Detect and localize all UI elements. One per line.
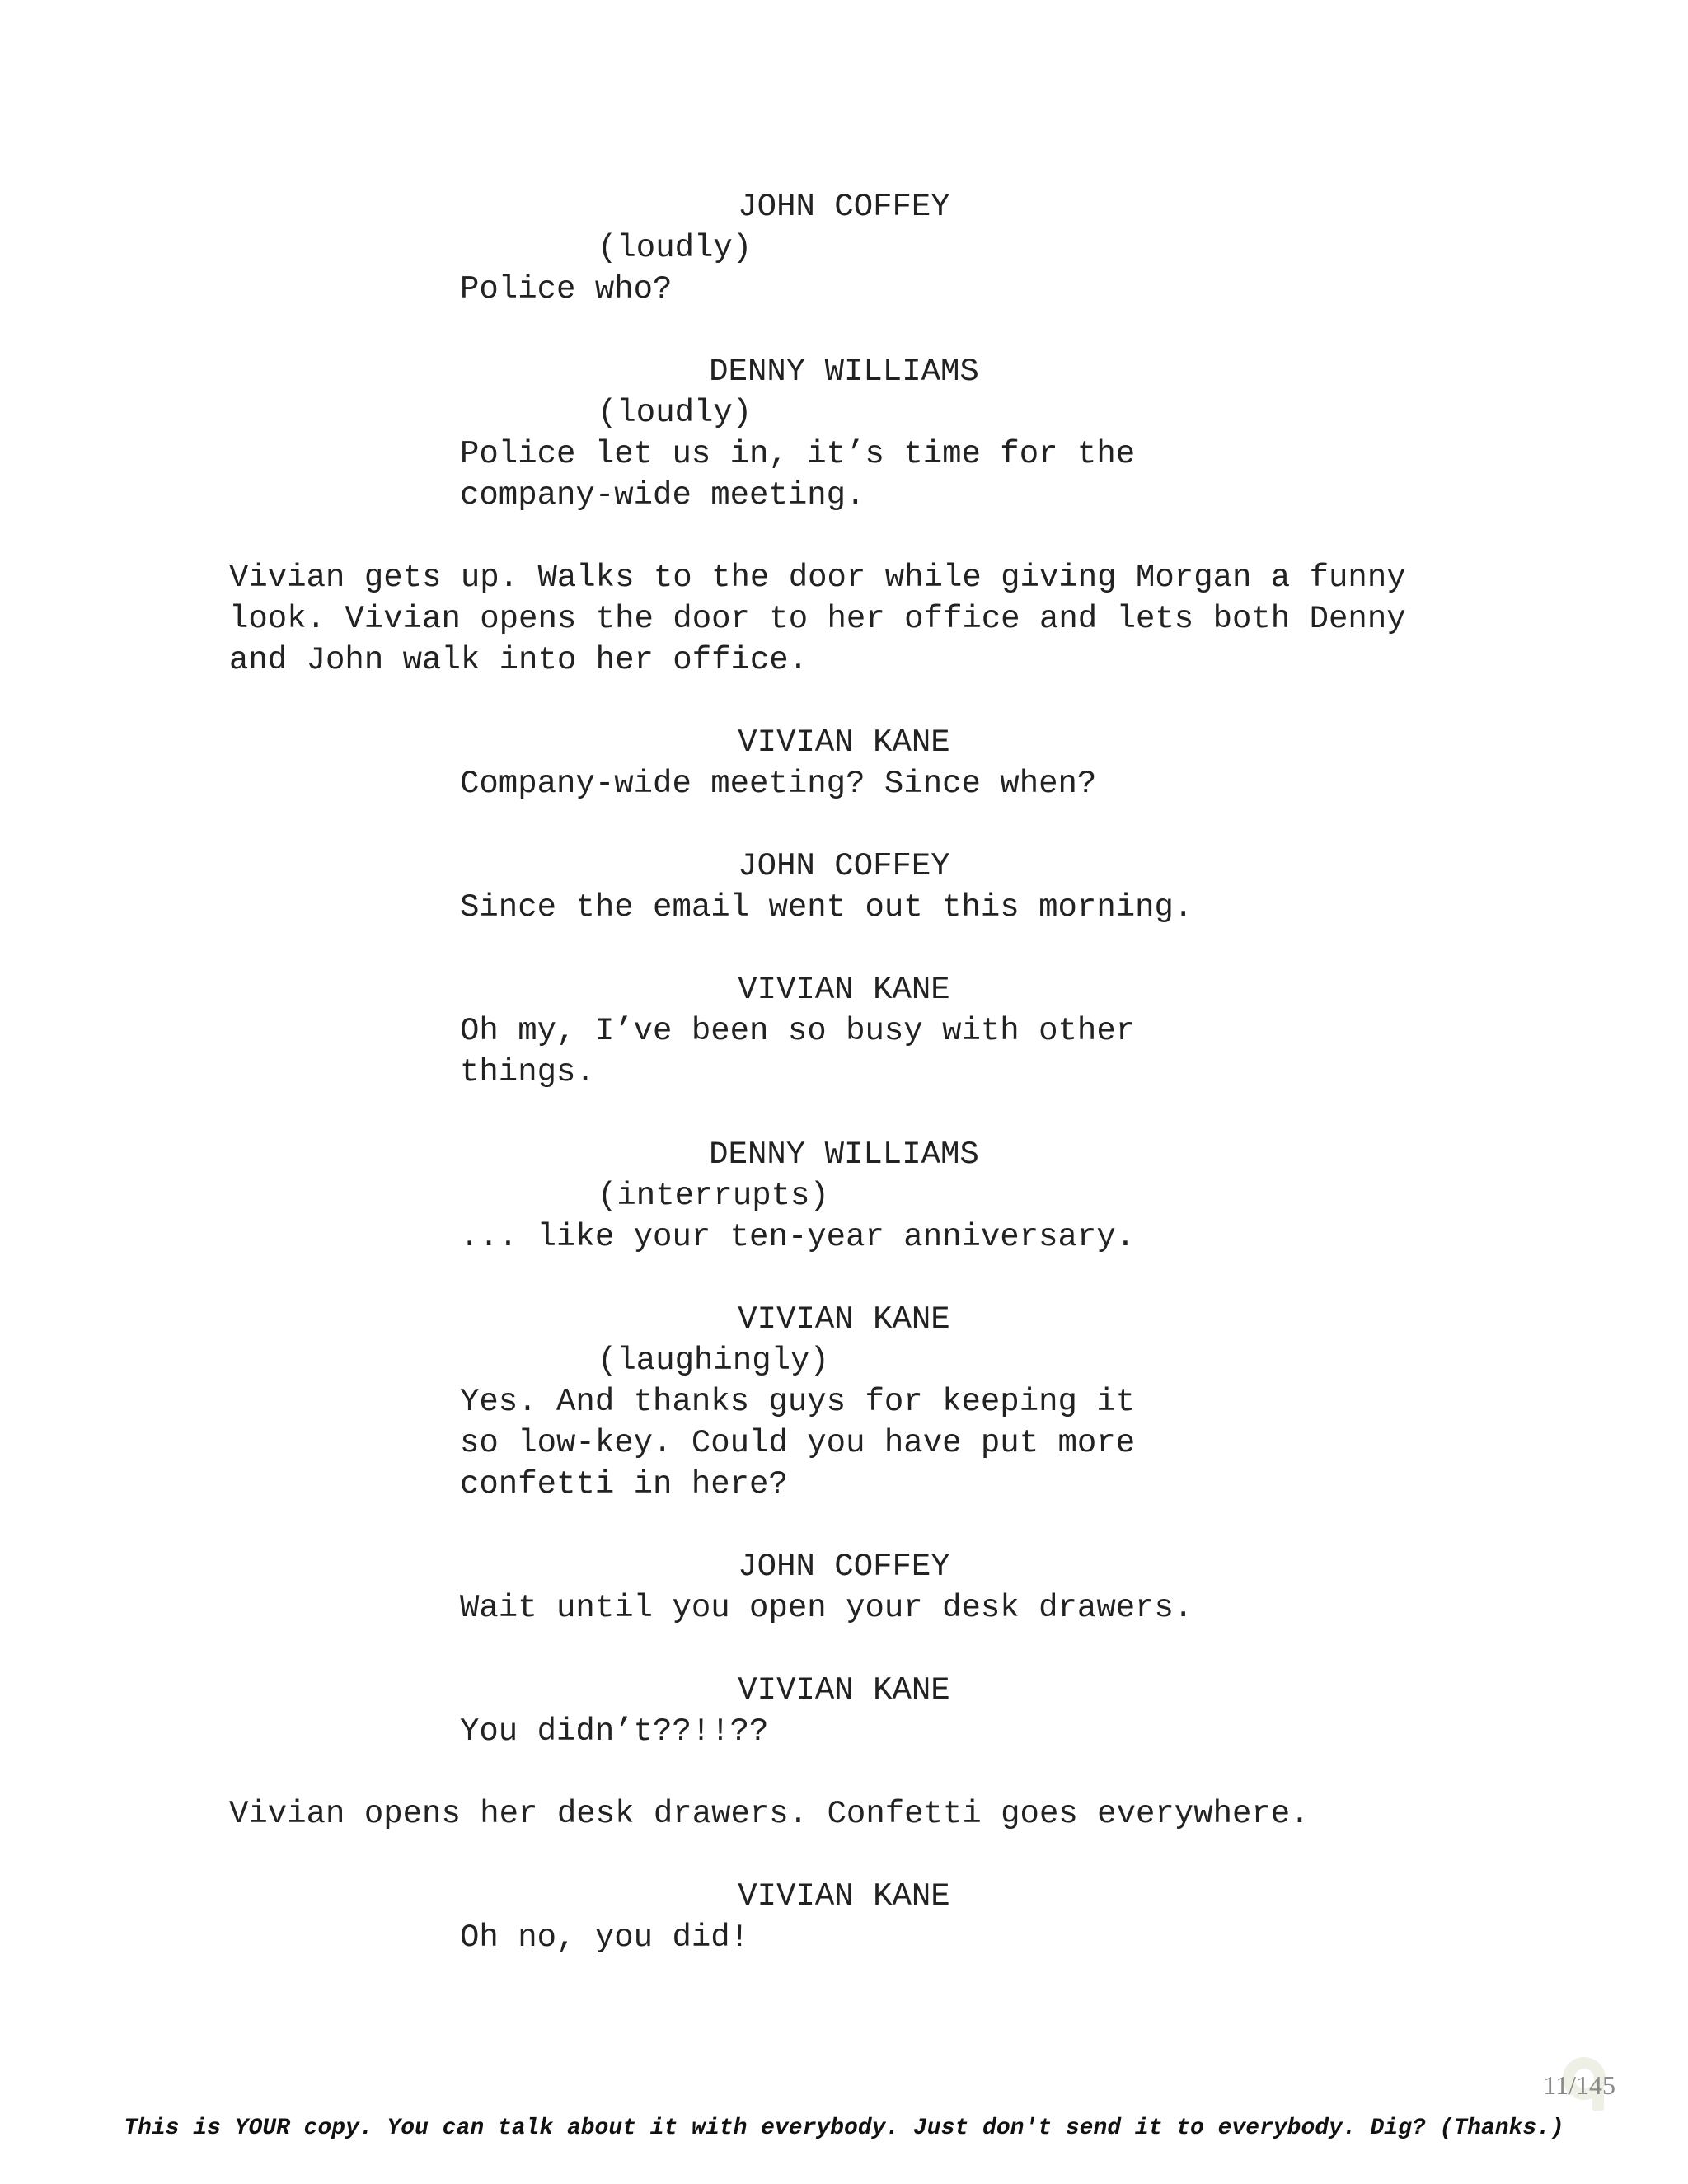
dialogue-line: Since the email went out this morning.	[460, 889, 1193, 926]
character-name: VIVIAN KANE	[738, 1878, 950, 1915]
dialogue-line: ... like your ten-year anniversary.	[460, 1219, 1136, 1255]
dialogue-line: Police who?	[460, 271, 673, 307]
action-line: and John walk into her office.	[229, 642, 809, 678]
character-name: VIVIAN KANE	[738, 724, 950, 761]
parenthetical: (loudly)	[598, 395, 753, 431]
dialogue-line: things.	[460, 1054, 595, 1090]
dialogue-line: Yes. And thanks guys for keeping it	[460, 1384, 1136, 1420]
parenthetical: (loudly)	[598, 230, 753, 266]
character-name: VIVIAN KANE	[738, 1672, 950, 1708]
dialogue-line: You didn’t??!!??	[460, 1713, 769, 1750]
character-name: VIVIAN KANE	[738, 1301, 950, 1338]
dialogue-line: Oh my, I’ve been so busy with other	[460, 1013, 1136, 1049]
character-name: JOHN COFFEY	[738, 1549, 950, 1585]
character-name: VIVIAN KANE	[738, 972, 950, 1008]
dialogue-line: Company-wide meeting? Since when?	[460, 766, 1097, 802]
dialogue-line: Oh no, you did!	[460, 1919, 750, 1956]
parenthetical: (laughingly)	[598, 1343, 829, 1379]
dialogue-line: Wait until you open your desk drawers.	[460, 1590, 1193, 1626]
character-name: JOHN COFFEY	[738, 189, 950, 225]
character-name: DENNY WILLIAMS	[709, 354, 979, 390]
page-number: 11/145	[1543, 2070, 1615, 2100]
action-line: Vivian gets up. Walks to the door while giving Morgan a funny	[229, 560, 1406, 596]
character-name: DENNY WILLIAMS	[709, 1137, 979, 1173]
dialogue-line: Police let us in, it’s time for the	[460, 436, 1136, 472]
dialogue-line: confetti in here?	[460, 1466, 788, 1502]
dialogue-line: so low-key. Could you have put more	[460, 1425, 1136, 1461]
dialogue-line: company-wide meeting.	[460, 477, 865, 513]
action-line: look. Vivian opens the door to her office and lets both Denny	[229, 601, 1406, 637]
footer-notice: This is YOUR copy. You can talk about it with everybody. Just don't send it to everybody. Dig? (Thanks.)	[124, 2116, 1564, 2141]
character-name: JOHN COFFEY	[738, 848, 950, 884]
parenthetical: (interrupts)	[598, 1178, 829, 1214]
action-line: Vivian opens her desk drawers. Confetti goes everywhere.	[229, 1796, 1310, 1832]
